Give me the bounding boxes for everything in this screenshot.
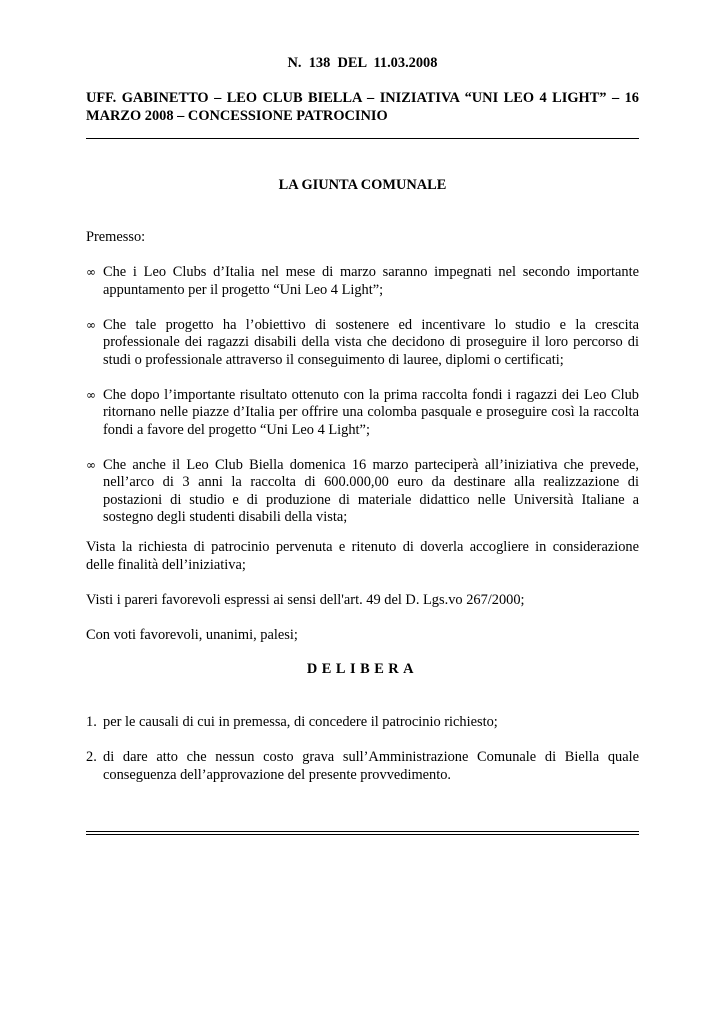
decision-item <box>86 749 639 784</box>
item-line: Che anche il Leo Club Biella domenica 16 marzo parteciperà all’iniziativa che prevede, <box>103 456 639 473</box>
premesso-item <box>86 317 639 370</box>
giunta-title: LA GIUNTA COMUNALE <box>278 177 447 193</box>
vista-paragraph <box>86 539 639 574</box>
item-line: ritornano nelle piazze d’Italia per offrire una colomba pasquale e proseguire così la raccolta <box>103 404 639 420</box>
decision-number: 2. <box>86 749 97 765</box>
decision-item <box>86 714 639 732</box>
item-line: Che i Leo Clubs d’Italia nel mese di marzo saranno impegnati nel secondo importante <box>103 264 639 280</box>
visti-paragraph: Visti i pareri favorevoli espressi ai sensi dell'art. 49 del D. Lgs.vo 267/2000; <box>86 592 525 608</box>
paragraph-line: delle finalità dell’iniziativa; <box>86 556 246 573</box>
footer-divider <box>86 831 639 835</box>
deliberation-number: N. 138 DEL 11.03.2008 <box>287 55 438 71</box>
subject-heading <box>86 90 639 125</box>
con-voti-paragraph: Con voti favorevoli, unanimi, palesi; <box>86 627 298 643</box>
premesso-list <box>86 264 639 544</box>
infinity-bullet-icon: ∞ <box>86 387 96 402</box>
premesso-item <box>86 264 639 299</box>
item-line: professionale dei ragazzi disabili della vista che decidono di proseguire il loro percorso di <box>103 334 639 350</box>
item-line: appuntamento per il progetto “Uni Leo 4 Light”; <box>103 281 384 298</box>
item-line: nell’arco di 3 anni la raccolta di 600.000,00 euro da destinare alla realizzazione di <box>103 474 639 490</box>
subject-line: UFF. GABINETTO – LEO CLUB BIELLA – INIZIATIVA “UNI LEO 4 LIGHT” – 16 <box>86 90 639 106</box>
item-line: Che dopo l’importante risultato ottenuto con la prima raccolta fondi i ragazzi dei Leo Club <box>103 386 639 403</box>
item-line: conseguenza dell’approvazione del presente provvedimento. <box>103 766 452 783</box>
item-line: postazioni di studio e di produzione di materiale didattico nelle Università Italiane a <box>103 491 639 508</box>
premesso-item <box>86 387 639 440</box>
paragraph-line: Vista la richiesta di patrocinio pervenuta e ritenuto di doverla accogliere in considerazione <box>86 539 639 555</box>
premesso-label: Premesso: <box>86 229 146 245</box>
header-divider <box>86 138 639 139</box>
decision-number: 1. <box>86 714 97 730</box>
item-line: sostegno degli studenti disabili della vista; <box>103 509 348 525</box>
infinity-bullet-icon: ∞ <box>86 457 96 472</box>
decision-list <box>86 714 639 784</box>
item-line: di dare atto che nessun costo grava sull’Amministrazione Comunale di Biella quale <box>103 749 639 765</box>
subject-line: MARZO 2008 – CONCESSIONE PATROCINIO <box>86 107 388 124</box>
delibera-title: DELIBERA <box>306 661 419 677</box>
item-line: Che tale progetto ha l’obiettivo di sostenere ed incentivare lo studio e la crescita <box>103 316 639 333</box>
infinity-bullet-icon: ∞ <box>86 317 96 332</box>
infinity-bullet-icon: ∞ <box>86 265 96 279</box>
item-line: fondi a favore del progetto “Uni Leo 4 Light”; <box>103 421 370 438</box>
item-line: per le causali di cui in premessa, di concedere il patrocinio richiesto; <box>103 714 498 730</box>
premesso-item <box>86 457 639 527</box>
item-line: studi o professionale attraverso il conseguimento di lauree, diplomi o certificati; <box>103 351 564 368</box>
